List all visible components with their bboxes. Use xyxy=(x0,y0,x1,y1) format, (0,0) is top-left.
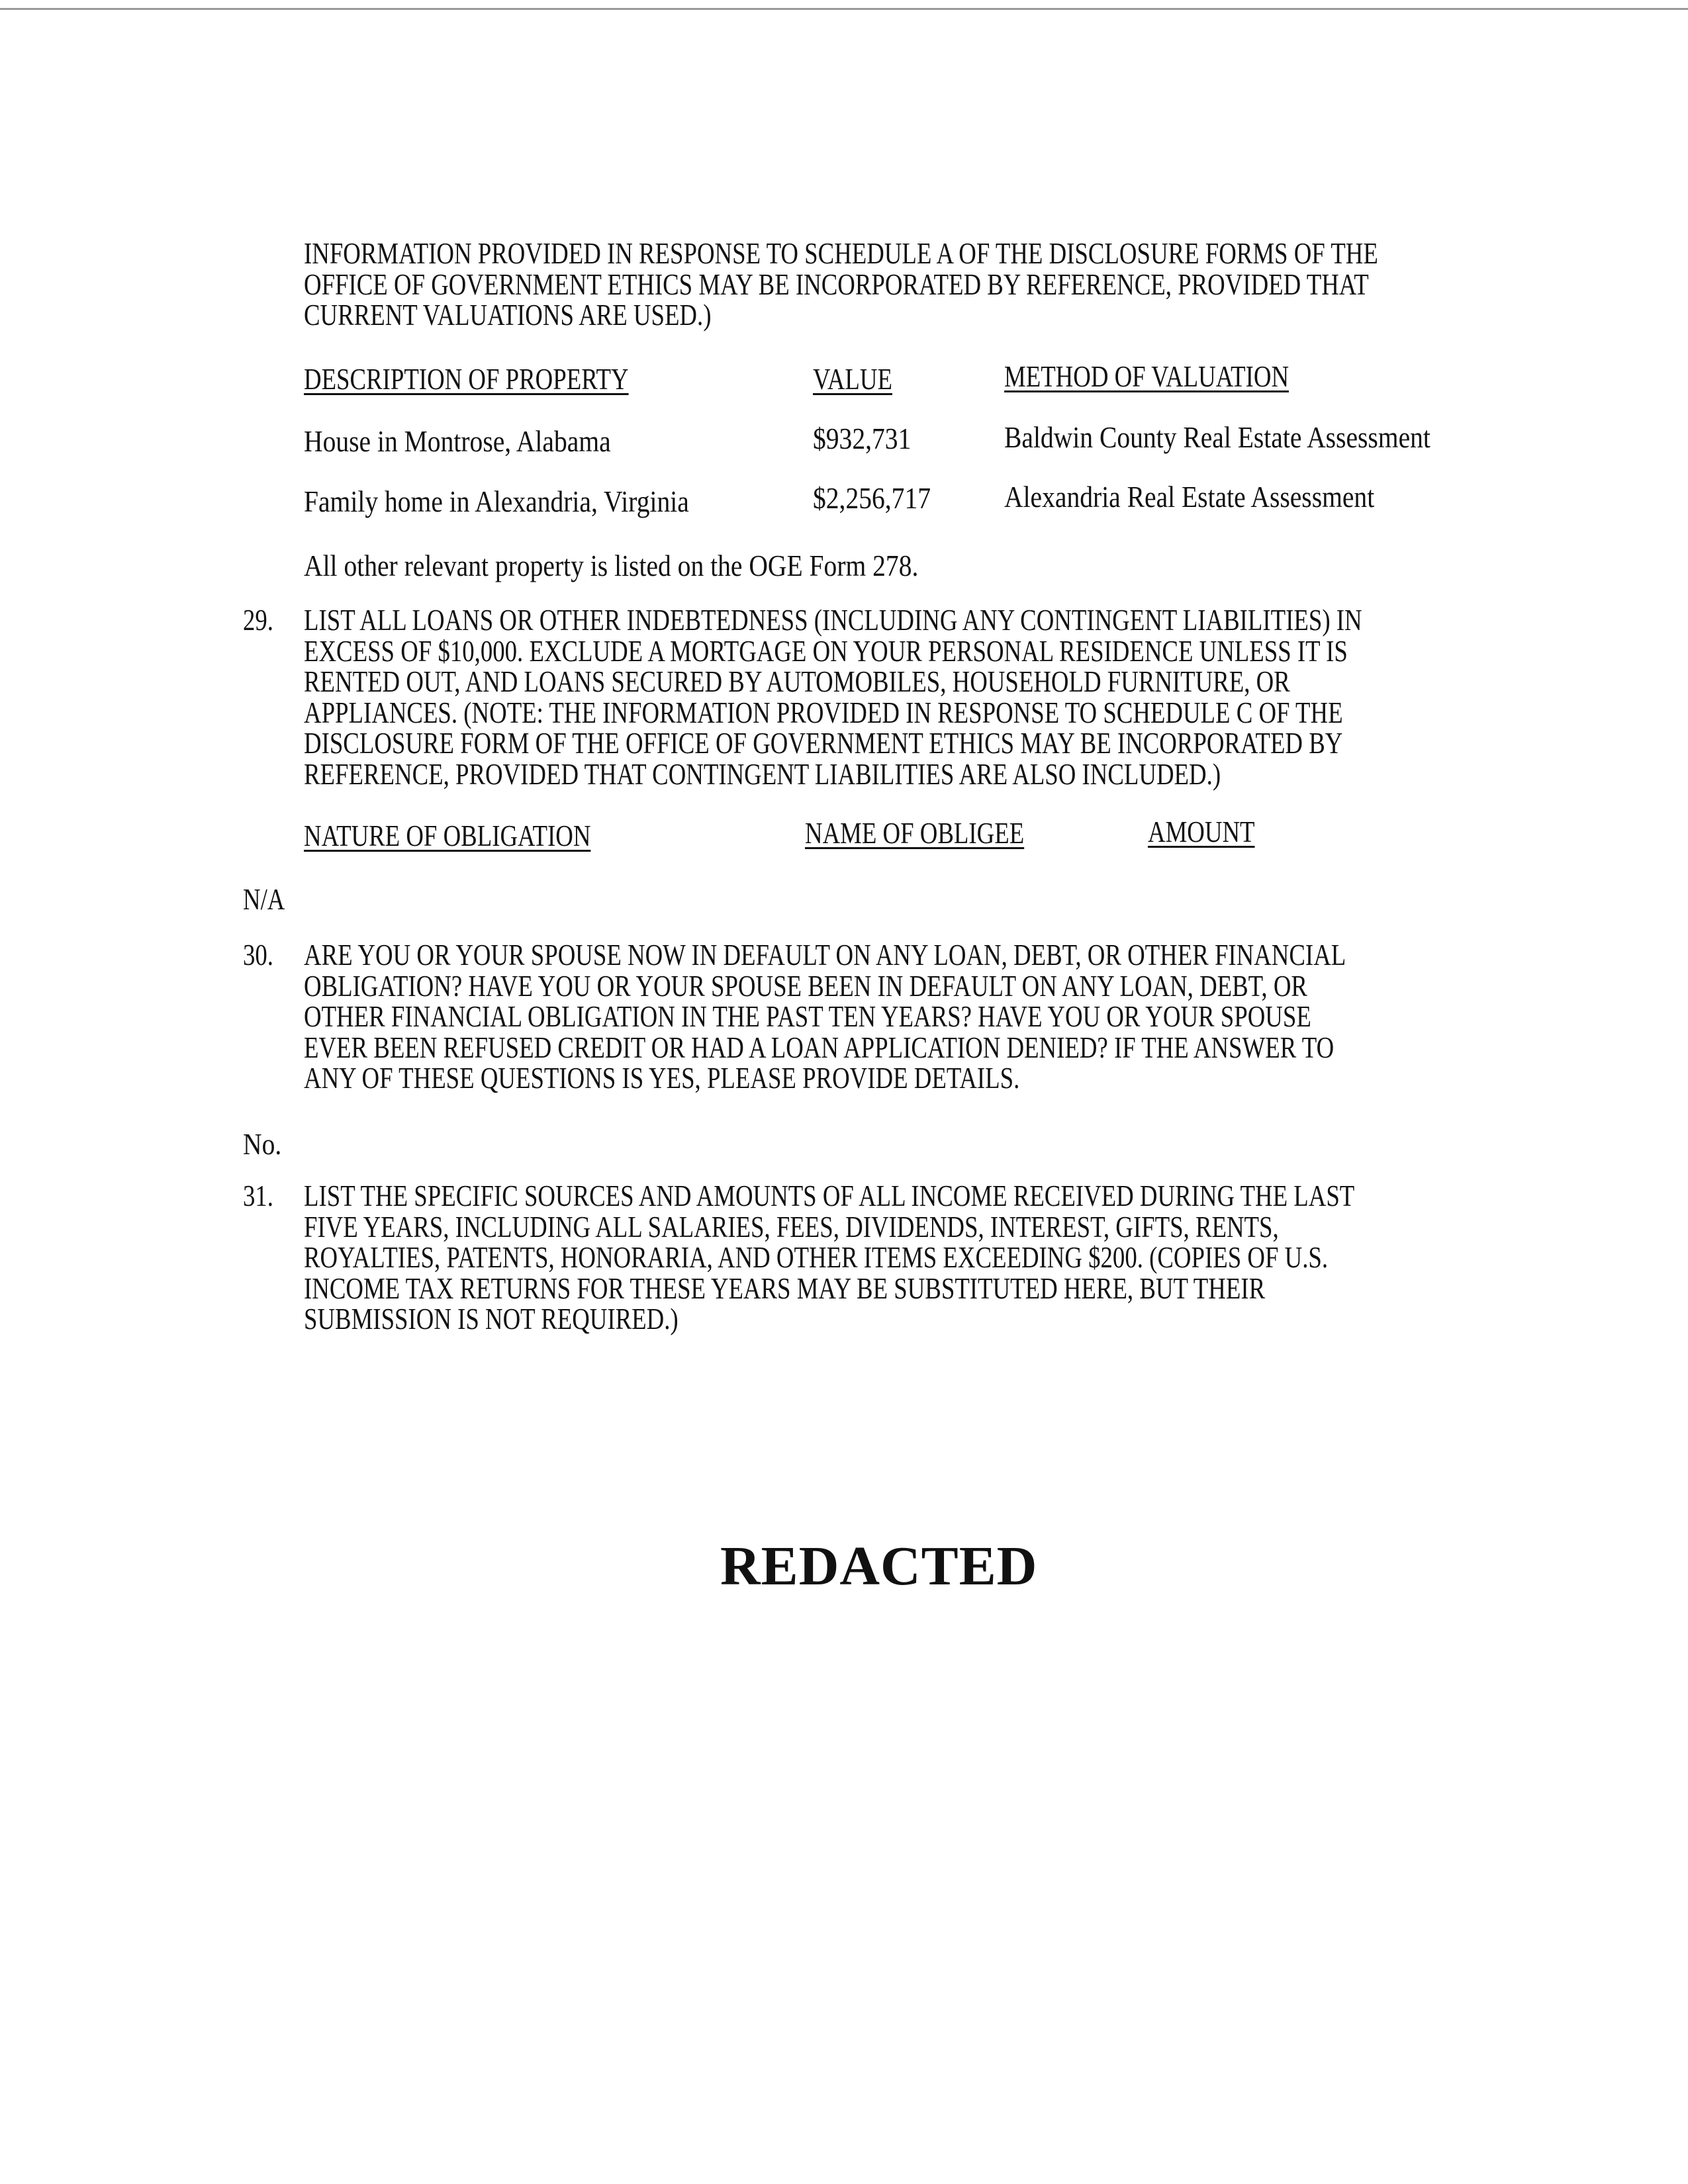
paragraph-line: OFFICE OF GOVERNMENT ETHICS MAY BE INCORPORATED BY REFERENCE, PROVIDED THAT xyxy=(304,267,1369,301)
column-header-obligee: NAME OF OBLIGEE xyxy=(805,816,1025,850)
question-line: ANY OF THESE QUESTIONS IS YES, PLEASE PROVIDE DETAILS. xyxy=(304,1061,1020,1095)
question-line: INCOME TAX RETURNS FOR THESE YEARS MAY BE SUBSTITUTED HERE, BUT THEIR xyxy=(304,1271,1266,1305)
question-29-text xyxy=(304,605,1362,790)
question-line: SUBMISSION IS NOT REQUIRED.) xyxy=(304,1302,679,1336)
paragraph-line: CURRENT VALUATIONS ARE USED.) xyxy=(304,298,712,332)
intro-paragraph xyxy=(304,238,1378,331)
redacted-label: REDACTED xyxy=(720,1535,1038,1597)
question-line: ROYALTIES, PATENTS, HONORARIA, AND OTHER ITEMS EXCEEDING $200. (COPIES OF U.S. xyxy=(304,1240,1329,1274)
property-value: $932,731 xyxy=(813,422,912,455)
paragraph-line: INFORMATION PROVIDED IN RESPONSE TO SCHEDULE A OF THE DISCLOSURE FORMS OF THE xyxy=(304,236,1378,270)
page-top-border xyxy=(0,8,1688,10)
question-line: RENTED OUT, AND LOANS SECURED BY AUTOMOBILES, HOUSEHOLD FURNITURE, OR xyxy=(304,664,1290,698)
question-line: ARE YOU OR YOUR SPOUSE NOW IN DEFAULT ON ANY LOAN, DEBT, OR OTHER FINANCIAL xyxy=(304,938,1346,972)
column-header-description: DESCRIPTION OF PROPERTY xyxy=(304,362,629,396)
question-line: OBLIGATION? HAVE YOU OR YOUR SPOUSE BEEN IN DEFAULT ON ANY LOAN, DEBT, OR xyxy=(304,968,1307,1003)
property-method: Baldwin County Real Estate Assessment xyxy=(1004,420,1430,454)
question-line: LIST THE SPECIFIC SOURCES AND AMOUNTS OF ALL INCOME RECEIVED DURING THE LAST xyxy=(304,1179,1355,1212)
question-30-answer: No. xyxy=(243,1127,282,1161)
question-line: EVER BEEN REFUSED CREDIT OR HAD A LOAN APPLICATION DENIED? IF THE ANSWER TO xyxy=(304,1030,1335,1064)
question-31-number: 31. xyxy=(243,1179,273,1212)
question-29-answer: N/A xyxy=(243,882,285,916)
column-header-amount: AMOUNT xyxy=(1148,815,1255,848)
question-line: REFERENCE, PROVIDED THAT CONTINGENT LIABILITIES ARE ALSO INCLUDED.) xyxy=(304,756,1221,791)
property-value: $2,256,717 xyxy=(813,481,931,515)
question-30-text xyxy=(304,940,1346,1094)
column-header-method: METHOD OF VALUATION xyxy=(1004,359,1289,393)
question-line: EXCESS OF $10,000. EXCLUDE A MORTGAGE ON YOUR PERSONAL RESIDENCE UNLESS IT IS xyxy=(304,633,1348,668)
question-line: OTHER FINANCIAL OBLIGATION IN THE PAST TEN YEARS? HAVE YOU OR YOUR SPOUSE xyxy=(304,999,1311,1033)
property-method: Alexandria Real Estate Assessment xyxy=(1004,480,1375,514)
question-line: FIVE YEARS, INCLUDING ALL SALARIES, FEES, DIVIDENDS, INTEREST, GIFTS, RENTS, xyxy=(304,1209,1279,1244)
question-29-number: 29. xyxy=(243,603,273,637)
question-line: LIST ALL LOANS OR OTHER INDEBTEDNESS (INCLUDING ANY CONTINGENT LIABILITIES) IN xyxy=(304,603,1362,637)
property-description: House in Montrose, Alabama xyxy=(304,424,611,458)
column-header-value: VALUE xyxy=(813,362,892,396)
property-note: All other relevant property is listed on the OGE Form 278. xyxy=(304,549,919,582)
property-description: Family home in Alexandria, Virginia xyxy=(304,484,689,518)
question-line: DISCLOSURE FORM OF THE OFFICE OF GOVERNMENT ETHICS MAY BE INCORPORATED BY xyxy=(304,726,1343,760)
question-31-text xyxy=(304,1181,1354,1335)
column-header-nature: NATURE OF OBLIGATION xyxy=(304,819,591,852)
question-line: APPLIANCES. (NOTE: THE INFORMATION PROVIDED IN RESPONSE TO SCHEDULE C OF THE xyxy=(304,695,1343,729)
question-30-number: 30. xyxy=(243,938,273,972)
